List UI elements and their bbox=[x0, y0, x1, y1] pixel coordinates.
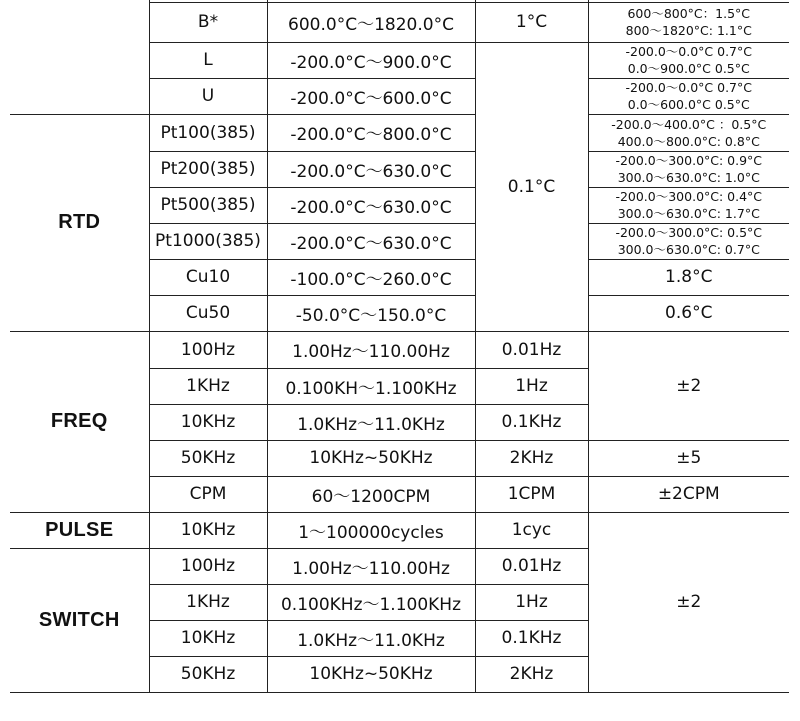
span-cell: 1～100000cycles bbox=[267, 512, 475, 548]
range-name-cell: 100Hz bbox=[149, 331, 267, 368]
resolution-cell: 1cyc bbox=[475, 512, 588, 548]
resolution-cell: 0.01Hz bbox=[475, 548, 588, 584]
category-label-switch: SWITCH bbox=[10, 548, 149, 692]
range-name-cell: 1KHz bbox=[149, 584, 267, 620]
range-name-cell: U bbox=[149, 78, 267, 114]
accuracy-cell bbox=[588, 114, 789, 151]
resolution-cell: 2KHz bbox=[475, 440, 588, 476]
resolution-cell: 2KHz bbox=[475, 656, 588, 692]
span-cell: -200.0°C～800.0°C bbox=[267, 114, 475, 151]
accuracy-line: -200.0～0.0°C 0.7°C bbox=[625, 80, 752, 95]
range-name-cell: L bbox=[149, 42, 267, 78]
span-cell: -200.0°C～600.0°C bbox=[267, 78, 475, 114]
range-name-cell: 1KHz bbox=[149, 368, 267, 404]
range-name-cell: Pt100(385) bbox=[149, 114, 267, 151]
accuracy-cell: ±5 bbox=[588, 440, 789, 476]
range-name-cell: 50KHz bbox=[149, 440, 267, 476]
resolution-cell: 0.01Hz bbox=[475, 331, 588, 368]
resolution-cell: 1Hz bbox=[475, 584, 588, 620]
table-row bbox=[10, 512, 789, 548]
span-cell: 0.100KH～1.100KHz bbox=[267, 368, 475, 404]
resolution-cell: 0.1KHz bbox=[475, 620, 588, 656]
accuracy-cell bbox=[588, 151, 789, 187]
resolution-cell: 1°C bbox=[475, 2, 588, 42]
accuracy-cell bbox=[588, 42, 789, 78]
accuracy-line: 800～1820°C: 1.1°C bbox=[625, 23, 752, 38]
accuracy-line: -200.0～300.0°C: 0.5°C bbox=[615, 225, 763, 240]
span-cell: 600.0°C～1820.0°C bbox=[267, 2, 475, 42]
range-name-cell: Cu10 bbox=[149, 259, 267, 295]
span-cell: -50.0°C～150.0°C bbox=[267, 295, 475, 331]
category-label-pulse: PULSE bbox=[10, 512, 149, 548]
span-cell: -200.0°C～900.0°C bbox=[267, 42, 475, 78]
accuracy-cell: 1.8°C bbox=[588, 259, 789, 295]
table-row bbox=[10, 114, 789, 151]
accuracy-line: -200.0～0.0°C 0.7°C bbox=[625, 44, 752, 59]
accuracy-line: -200.0～400.0°C ：0.5°C bbox=[611, 116, 767, 132]
accuracy-line: -200.0～300.0°C: 0.4°C bbox=[615, 189, 763, 204]
span-cell: -200.0°C～630.0°C bbox=[267, 187, 475, 223]
accuracy-cell: ±2 bbox=[588, 331, 789, 440]
category-cell-tc bbox=[10, 0, 149, 114]
span-cell: 0.100KHz～1.100KHz bbox=[267, 584, 475, 620]
span-cell: 1.0KHz～11.0KHz bbox=[267, 404, 475, 440]
accuracy-line: 300.0～630.0°C: 1.0°C bbox=[617, 170, 760, 185]
range-name-cell: 50KHz bbox=[149, 656, 267, 692]
range-name-cell: Cu50 bbox=[149, 295, 267, 331]
accuracy-cell: ±2 bbox=[588, 512, 789, 692]
range-name-cell: Pt200(385) bbox=[149, 151, 267, 187]
accuracy-cell bbox=[588, 187, 789, 223]
range-name-cell: Pt1000(385) bbox=[149, 223, 267, 259]
accuracy-line: 0.0～600.0°C 0.5°C bbox=[627, 97, 750, 112]
accuracy-cell: 0.6°C bbox=[588, 295, 789, 331]
range-name-cell: B* bbox=[149, 2, 267, 42]
accuracy-line: -200.0～300.0°C: 0.9°C bbox=[615, 153, 763, 168]
accuracy-cell: ±2CPM bbox=[588, 476, 789, 512]
span-cell: 10KHz~50KHz bbox=[267, 440, 475, 476]
spec-table bbox=[10, 0, 789, 693]
range-name-cell: 10KHz bbox=[149, 404, 267, 440]
span-cell: 60～1200CPM bbox=[267, 476, 475, 512]
span-cell: 1.00Hz～110.00Hz bbox=[267, 331, 475, 368]
accuracy-cell bbox=[588, 78, 789, 114]
span-cell: 10KHz~50KHz bbox=[267, 656, 475, 692]
span-cell: 1.0KHz～11.0KHz bbox=[267, 620, 475, 656]
resolution-cell: 0.1°C bbox=[475, 42, 588, 331]
accuracy-line: 600～800°C：1.5°C bbox=[627, 6, 751, 21]
span-cell: -200.0°C～630.0°C bbox=[267, 151, 475, 187]
resolution-cell: 1Hz bbox=[475, 368, 588, 404]
span-cell: 1.00Hz～110.00Hz bbox=[267, 548, 475, 584]
span-cell: -100.0°C～260.0°C bbox=[267, 259, 475, 295]
accuracy-line: 400.0～800.0°C: 0.8°C bbox=[617, 133, 760, 149]
resolution-cell: 0.1KHz bbox=[475, 404, 588, 440]
accuracy-line: 300.0～630.0°C: 1.7°C bbox=[617, 206, 760, 221]
range-name-cell: 10KHz bbox=[149, 512, 267, 548]
accuracy-line: 300.0～630.0°C: 0.7°C bbox=[617, 242, 760, 257]
category-label-rtd: RTD bbox=[10, 114, 149, 331]
category-label-freq: FREQ bbox=[10, 331, 149, 512]
resolution-cell: 1CPM bbox=[475, 476, 588, 512]
accuracy-cell bbox=[588, 2, 789, 42]
table-row bbox=[10, 331, 789, 368]
span-cell: -200.0°C～630.0°C bbox=[267, 223, 475, 259]
accuracy-cell bbox=[588, 223, 789, 259]
range-name-cell: Pt500(385) bbox=[149, 187, 267, 223]
range-name-cell: 10KHz bbox=[149, 620, 267, 656]
range-name-cell: 100Hz bbox=[149, 548, 267, 584]
range-name-cell: CPM bbox=[149, 476, 267, 512]
accuracy-line: 0.0～900.0°C 0.5°C bbox=[627, 61, 750, 76]
